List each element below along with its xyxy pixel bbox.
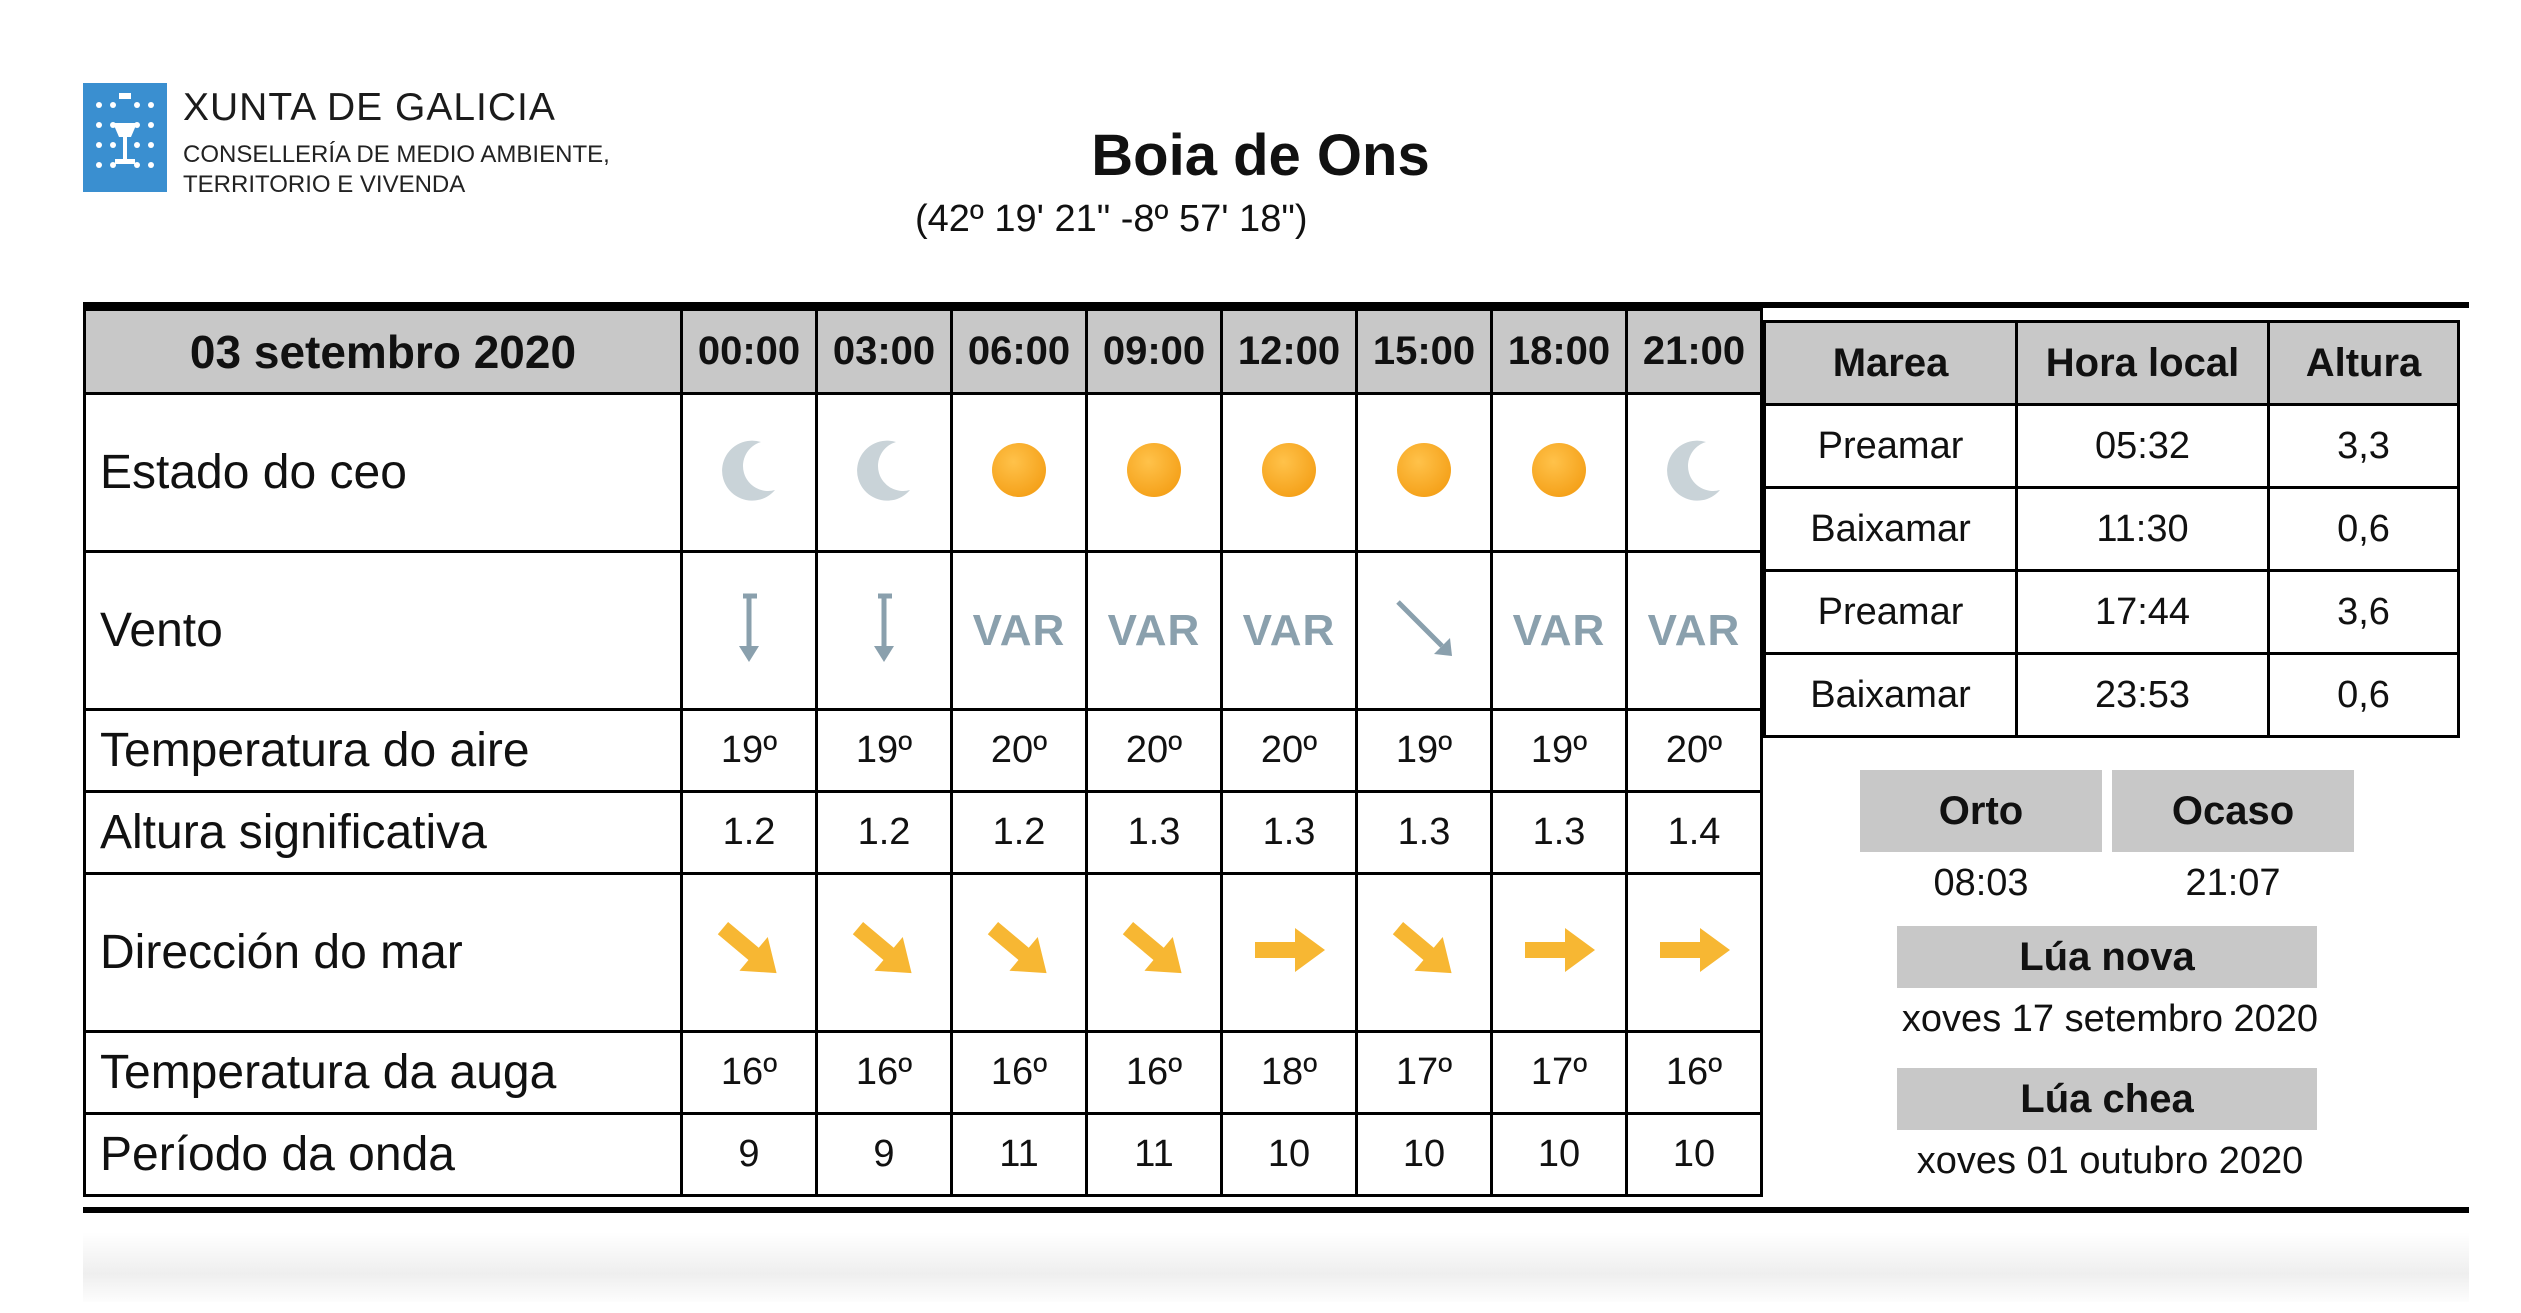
tide-time: 17:44: [2017, 571, 2269, 654]
air-temp-value: 20º: [952, 710, 1087, 792]
time-header: 03:00: [817, 310, 952, 394]
time-header: 18:00: [1492, 310, 1627, 394]
wave-period-row: [85, 1114, 1762, 1196]
header-row: [85, 310, 1762, 394]
water-temp-value: 18º: [1222, 1032, 1357, 1114]
wind-cell: [682, 552, 817, 710]
water-temp-value: 16º: [817, 1032, 952, 1114]
tide-header: Marea: [1765, 322, 2017, 405]
row-label: Vento: [85, 552, 682, 710]
tide-height: 3,6: [2269, 571, 2459, 654]
wave-period-value: 9: [682, 1114, 817, 1196]
row-label: Período da onda: [85, 1114, 682, 1196]
wave-height-row: [85, 792, 1762, 874]
sky-cell: [952, 394, 1087, 552]
org-name: XUNTA DE GALICIA: [183, 86, 556, 129]
tide-row: [1765, 405, 2459, 488]
page-title: Boia de Ons: [1091, 123, 1430, 188]
forecast-table: [83, 308, 1763, 1197]
wind-arrow-southeast-icon: [1384, 588, 1464, 668]
water-temp-value: 16º: [1627, 1032, 1762, 1114]
sky-cell: [1492, 394, 1627, 552]
tide-type: Preamar: [1765, 405, 2017, 488]
wave-period-value: 10: [1492, 1114, 1627, 1196]
air-temp-row: [85, 710, 1762, 792]
sky-cell: [817, 394, 952, 552]
sea-direction-cell: [1627, 874, 1762, 1032]
water-temp-value: 17º: [1492, 1032, 1627, 1114]
row-label: Estado do ceo: [85, 394, 682, 552]
time-header: 06:00: [952, 310, 1087, 394]
tide-type: Baixamar: [1765, 654, 2017, 737]
wind-cell: [817, 552, 952, 710]
tide-time: 05:32: [2017, 405, 2269, 488]
sea-direction-cell: [1492, 874, 1627, 1032]
sky-cell: [1222, 394, 1357, 552]
time-header: 00:00: [682, 310, 817, 394]
sunset-label: Ocaso: [2112, 770, 2354, 852]
sea-arrow-southeast-icon: [844, 910, 924, 990]
wave-height-value: 1.3: [1087, 792, 1222, 874]
sea-direction-cell: [952, 874, 1087, 1032]
new-moon-date: xoves 17 setembro 2020: [1901, 998, 2319, 1040]
tide-type: Preamar: [1765, 571, 2017, 654]
tide-time: 11:30: [2017, 488, 2269, 571]
tide-height: 0,6: [2269, 488, 2459, 571]
air-temp-value: 19º: [1492, 710, 1627, 792]
air-temp-value: 20º: [1087, 710, 1222, 792]
air-temp-value: 19º: [1357, 710, 1492, 792]
tide-row: [1765, 571, 2459, 654]
tide-row: [1765, 488, 2459, 571]
wind-cell: [952, 552, 1087, 710]
sky-cell: [1087, 394, 1222, 552]
wind-cell: [1492, 552, 1627, 710]
wave-period-value: 11: [952, 1114, 1087, 1196]
buoy-coordinates: (42º 19' 21" -8º 57' 18"): [915, 198, 1308, 240]
sky-cell: [1357, 394, 1492, 552]
sea-arrow-east-icon: [1249, 910, 1329, 990]
water-temp-value: 17º: [1357, 1032, 1492, 1114]
wind-arrow-south-icon: [709, 588, 789, 668]
sea-arrow-southeast-icon: [979, 910, 1059, 990]
sky-row: [85, 394, 1762, 552]
air-temp-value: 20º: [1222, 710, 1357, 792]
new-moon-label: Lúa nova: [1897, 926, 2317, 988]
moon-icon: [709, 430, 789, 510]
air-temp-value: 19º: [682, 710, 817, 792]
wave-height-value: 1.3: [1492, 792, 1627, 874]
wind-arrow-south-icon: [844, 588, 924, 668]
sun-icon: [1384, 430, 1464, 510]
tide-type: Baixamar: [1765, 488, 2017, 571]
scan-residue: [83, 1232, 2469, 1302]
tide-header: Altura: [2269, 322, 2459, 405]
sea-arrow-southeast-icon: [1384, 910, 1464, 990]
wind-cell: [1357, 552, 1492, 710]
sea-direction-cell: [817, 874, 952, 1032]
department-line-2: TERRITORIO E VIVENDA: [183, 171, 466, 198]
tide-time: 23:53: [2017, 654, 2269, 737]
tide-height: 3,3: [2269, 405, 2459, 488]
sea-direction-cell: [1222, 874, 1357, 1032]
full-moon-label: Lúa chea: [1897, 1068, 2317, 1130]
sea-arrow-east-icon: [1519, 910, 1599, 990]
sea-arrow-east-icon: [1654, 910, 1734, 990]
time-header: 15:00: [1357, 310, 1492, 394]
sea-arrow-southeast-icon: [709, 910, 789, 990]
department-line-1: CONSELLERÍA DE MEDIO AMBIENTE,: [183, 141, 610, 168]
bottom-rule: [83, 1207, 2469, 1213]
wind-cell: [1222, 552, 1357, 710]
wave-height-value: 1.3: [1222, 792, 1357, 874]
time-header: 21:00: [1627, 310, 1762, 394]
time-header: 09:00: [1087, 310, 1222, 394]
wave-height-value: 1.2: [682, 792, 817, 874]
sea-direction-cell: [1357, 874, 1492, 1032]
wave-height-value: 1.2: [952, 792, 1087, 874]
row-label: Altura significativa: [85, 792, 682, 874]
tide-header-row: [1765, 322, 2459, 405]
wind-variable-label: VAR: [1107, 605, 1201, 655]
tide-header: Hora local: [2017, 322, 2269, 405]
wave-height-value: 1.3: [1357, 792, 1492, 874]
sky-cell: [682, 394, 817, 552]
sunrise-label: Orto: [1860, 770, 2102, 852]
wind-cell: [1627, 552, 1762, 710]
sea-direction-row: [85, 874, 1762, 1032]
row-label: Temperatura do aire: [85, 710, 682, 792]
wave-period-value: 9: [817, 1114, 952, 1196]
sun-icon: [1114, 430, 1194, 510]
wave-period-value: 10: [1627, 1114, 1762, 1196]
wind-variable-label: VAR: [1647, 605, 1741, 655]
sunrise-time: 08:03: [1933, 862, 2029, 904]
sun-icon: [979, 430, 1059, 510]
wave-height-value: 1.2: [817, 792, 952, 874]
wind-variable-label: VAR: [1242, 605, 1336, 655]
air-temp-value: 19º: [817, 710, 952, 792]
sea-arrow-southeast-icon: [1114, 910, 1194, 990]
tide-row: [1765, 654, 2459, 737]
tide-height: 0,6: [2269, 654, 2459, 737]
moon-icon: [844, 430, 924, 510]
sun-icon: [1519, 430, 1599, 510]
wave-period-value: 10: [1357, 1114, 1492, 1196]
air-temp-value: 20º: [1627, 710, 1762, 792]
tide-table: [1763, 320, 2460, 738]
moon-icon: [1654, 430, 1734, 510]
wind-row: [85, 552, 1762, 710]
water-temp-value: 16º: [1087, 1032, 1222, 1114]
wave-height-value: 1.4: [1627, 792, 1762, 874]
sea-direction-cell: [682, 874, 817, 1032]
full-moon-date: xoves 01 outubro 2020: [1916, 1140, 2304, 1182]
wave-period-value: 10: [1222, 1114, 1357, 1196]
sky-cell: [1627, 394, 1762, 552]
row-label: Temperatura da auga: [85, 1032, 682, 1114]
time-header: 12:00: [1222, 310, 1357, 394]
water-temp-row: [85, 1032, 1762, 1114]
forecast-date: 03 setembro 2020: [85, 310, 682, 394]
wind-cell: [1087, 552, 1222, 710]
water-temp-value: 16º: [682, 1032, 817, 1114]
sea-direction-cell: [1087, 874, 1222, 1032]
wind-variable-label: VAR: [972, 605, 1066, 655]
sunset-time: 21:07: [2185, 862, 2281, 904]
wave-period-value: 11: [1087, 1114, 1222, 1196]
sun-icon: [1249, 430, 1329, 510]
wind-variable-label: VAR: [1512, 605, 1606, 655]
water-temp-value: 16º: [952, 1032, 1087, 1114]
row-label: Dirección do mar: [85, 874, 682, 1032]
